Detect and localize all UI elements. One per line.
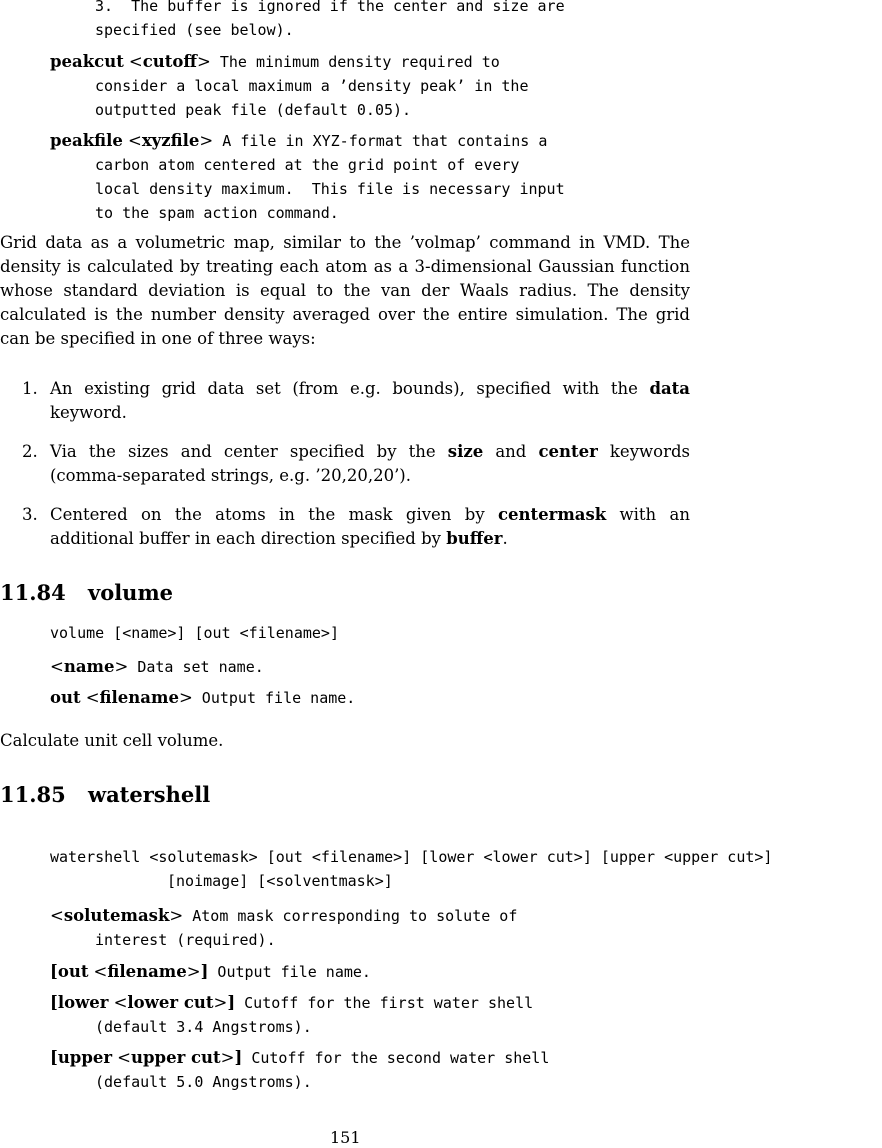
volume-name-option: <name> Data set name. xyxy=(50,657,264,676)
peakfile-desc-line4: to the spam action command. xyxy=(95,204,339,222)
volume-usage: volume [<name>] [out <filename>] xyxy=(50,624,339,642)
out-keyword: out xyxy=(50,688,81,707)
peakcut-desc-line1: The minimum density required to xyxy=(210,53,500,71)
cutoff-arg: cutoff xyxy=(142,52,197,71)
list-text: Via the sizes and center specified by the xyxy=(50,442,448,461)
list-marker: 2. xyxy=(22,442,38,461)
section-title: watershell xyxy=(88,782,211,807)
solutemask-desc-line2: interest (required). xyxy=(95,931,276,949)
upper-keyword: upper xyxy=(57,1048,113,1067)
section-number: 11.85 xyxy=(0,782,66,807)
upper-cut-arg: upper cut xyxy=(131,1048,221,1067)
list-marker: 1. xyxy=(22,379,38,398)
section-title: volume xyxy=(88,580,174,605)
out-keyword: out xyxy=(57,962,89,981)
lower-cut-arg: lower cut xyxy=(127,993,214,1012)
grid-description-paragraph: Grid data as a volumetric map, similar to the ’volmap’ command in VMD. The density is calculated by treating each atom as a 3-dimensional Gaussian function whose standard deviation is equal to the van der Waals radius. The density calculated is the number density averaged over the entire simulation. The grid can be specified in one of three ways: xyxy=(0,233,690,348)
volume-out-option: out <filename> Output file name. xyxy=(50,688,356,707)
out-desc: Output file name. xyxy=(192,689,356,707)
peakcut-desc-line2: consider a local maximum a ’density peak’ in the xyxy=(95,77,529,95)
watershell-out-option: [out <filename>] Output file name. xyxy=(50,962,371,981)
page-number: 151 xyxy=(330,1128,361,1147)
upper-desc-line2: (default 5.0 Angstroms). xyxy=(95,1073,312,1091)
section-heading-watershell xyxy=(0,782,210,807)
filename-arg: filename xyxy=(107,962,187,981)
solutemask-arg: solutemask xyxy=(63,906,170,925)
upper-desc-line1: Cutoff for the second water shell xyxy=(242,1049,550,1067)
list-text: keyword. xyxy=(50,403,127,422)
buffer-note-line2: specified (see below). xyxy=(95,21,294,39)
list-text: with an additional buffer in each direction specified by xyxy=(50,505,690,548)
section-heading-volume xyxy=(0,580,173,605)
lower-keyword: lower xyxy=(57,993,109,1012)
list-marker: 3. xyxy=(22,505,38,524)
xyzfile-arg: xyzfile xyxy=(141,131,200,150)
centermask-keyword: centermask xyxy=(497,505,607,524)
upper-option: [upper <upper cut>] Cutoff for the second water shell xyxy=(50,1048,550,1067)
list-text: Centered on the atoms in the mask given by xyxy=(50,505,498,524)
peakfile-option: peakfile <xyzfile> A file in XYZ-format that contains a xyxy=(50,131,548,150)
lower-option: [lower <lower cut>] Cutoff for the first water shell xyxy=(50,993,534,1012)
grid-list-item-3 xyxy=(0,503,690,551)
list-text: An existing grid data set (from e.g. bounds), specified with the xyxy=(50,379,650,398)
out-desc: Output file name. xyxy=(208,963,371,981)
list-text: and xyxy=(483,442,539,461)
peakfile-desc-line3: local density maximum. This file is necessary input xyxy=(95,180,565,198)
peakfile-desc-line2: carbon atom centered at the grid point of every xyxy=(95,156,520,174)
grid-list-item-1 xyxy=(0,377,690,425)
lower-desc-line1: Cutoff for the first water shell xyxy=(235,994,534,1012)
list-text: keywords (comma-separated strings, e.g. ’20,20,20’). xyxy=(50,442,690,485)
peakcut-keyword: peakcut xyxy=(50,52,124,71)
solutemask-desc-line1: Atom mask corresponding to solute of xyxy=(183,907,518,925)
peakfile-desc-line1: A file in XYZ-format that contains a xyxy=(213,132,548,150)
filename-arg: filename xyxy=(99,688,179,707)
solutemask-option: <solutemask> Atom mask corresponding to solute of xyxy=(50,906,518,925)
volume-description: Calculate unit cell volume. xyxy=(0,731,224,750)
peakcut-option: peakcut <cutoff> The minimum density required to xyxy=(50,52,500,71)
grid-list-item-2 xyxy=(0,440,690,488)
list-text: . xyxy=(502,529,508,548)
watershell-usage-line1: watershell <solutemask> [out <filename>] [lower <lower cut>] [upper <upper cut>] xyxy=(50,848,773,866)
data-keyword: data xyxy=(649,379,690,398)
buffer-note-line1: 3. The buffer is ignored if the center and size are xyxy=(95,0,565,15)
watershell-usage-line2: [noimage] [<solventmask>] xyxy=(167,872,393,890)
name-arg: name xyxy=(63,657,115,676)
section-number: 11.84 xyxy=(0,580,66,605)
name-desc: Data set name. xyxy=(128,658,264,676)
size-keyword: size xyxy=(447,442,484,461)
lower-desc-line2: (default 3.4 Angstroms). xyxy=(95,1018,312,1036)
peakcut-desc-line3: outputted peak file (default 0.05). xyxy=(95,101,412,119)
center-keyword: center xyxy=(538,442,598,461)
peakfile-keyword: peakfile xyxy=(50,131,123,150)
buffer-keyword: buffer xyxy=(446,529,503,548)
